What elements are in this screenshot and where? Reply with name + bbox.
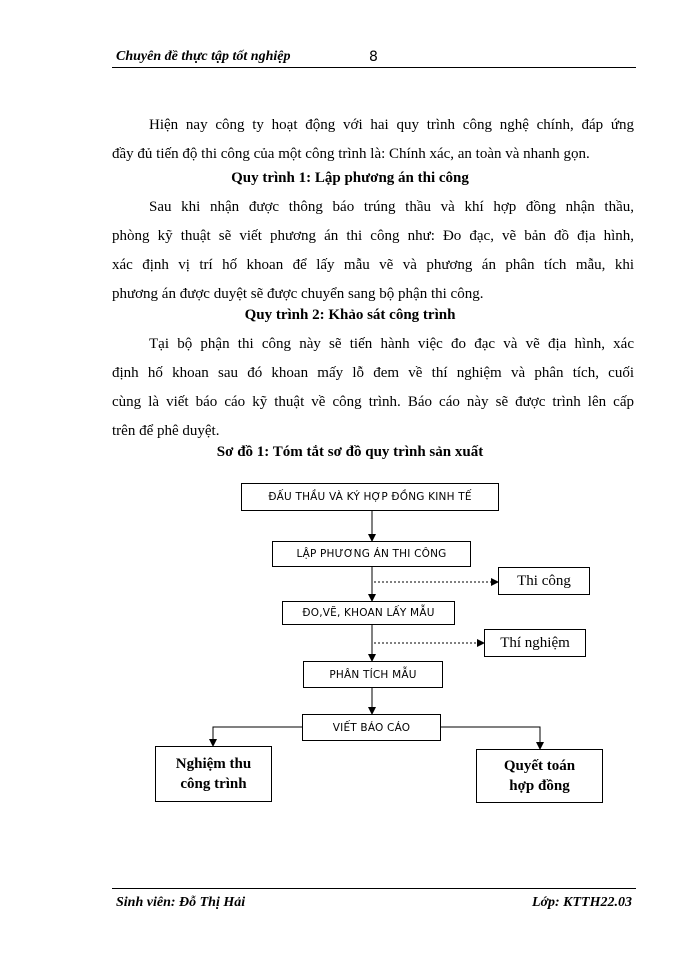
paragraph-line: Sau khi nhận được thông báo trúng thầu và khí hợp đồng nhận thầu, — [149, 199, 634, 215]
page-number: 8 — [369, 49, 378, 65]
paragraph-line: phương án được duyệt sẽ được chuyển sang bộ phận thi công. — [112, 286, 484, 302]
acceptance-line2: công trình — [180, 776, 247, 792]
step-bid-contract: ĐẤU THẦU VÀ KÝ HỢP ĐỒNG KINH TẾ — [241, 483, 499, 511]
paragraph-line: xác định vị trí hố khoan để lấy mẫu vẽ và phương án phân tích mẫu, khi — [112, 257, 634, 273]
page-footer — [112, 888, 636, 911]
step-construction: Thi công — [498, 567, 590, 595]
footer-class: Lớp: KTTH22.03 — [531, 895, 632, 910]
section2-heading: Quy trình 2: Khảo sát công trình — [244, 307, 456, 323]
arrow-report-to-settlement — [441, 727, 540, 749]
arrow-report-to-acceptance — [213, 727, 302, 746]
paragraph-line: Tại bộ phận thi công này sẽ tiến hành việc đo đạc và vẽ địa hình, xác — [149, 336, 634, 352]
acceptance-line1: Nghiệm thu — [175, 756, 252, 772]
paragraph-line: trên để phê duyệt. — [112, 423, 220, 439]
step-plan: LẬP PHƯƠNG ÁN THI CÔNG — [272, 541, 471, 567]
paragraph-line: định hố khoan sau đó khoan mấy lỗ đem về thí nghiệm và phân tích, cuối — [112, 365, 634, 381]
footer-student: Sinh viên: Đỗ Thị Hải — [116, 895, 246, 910]
step-acceptance — [155, 746, 272, 802]
settlement-line2: hợp đồng — [509, 778, 570, 794]
diagram-title: Sơ đồ 1: Tóm tắt sơ đồ quy trình sản xuất — [216, 444, 484, 460]
paragraph-line: Hiện nay công ty hoạt động với hai quy trình công nghệ chính, đáp ứng — [149, 117, 634, 133]
step-settlement — [476, 749, 603, 803]
paragraph-line: phòng kỹ thuật sẽ viết phương án thi công như: Đo đạc, vẽ bản đồ địa hình, — [112, 228, 634, 244]
settlement-line1: Quyết toán — [503, 758, 576, 774]
step-testing: Thí nghiệm — [484, 629, 586, 657]
header-title: Chuyên đề thực tập tốt nghiệp — [116, 49, 291, 64]
paragraph-line: đầy đủ tiến độ thi công của một công trình là: Chính xác, an toàn và nhanh gọn. — [112, 146, 590, 162]
paragraph-line: cùng là viết báo cáo kỹ thuật về công trình. Báo cáo này sẽ được trình lên cấp — [112, 394, 634, 410]
step-analysis: PHÂN TÍCH MẪU — [303, 661, 443, 688]
section1-heading: Quy trình 1: Lập phương án thi công — [231, 170, 469, 186]
step-survey: ĐO,VẼ, KHOAN LẤY MẪU — [282, 601, 455, 625]
step-report: VIẾT BÁO CÁO — [302, 714, 441, 741]
